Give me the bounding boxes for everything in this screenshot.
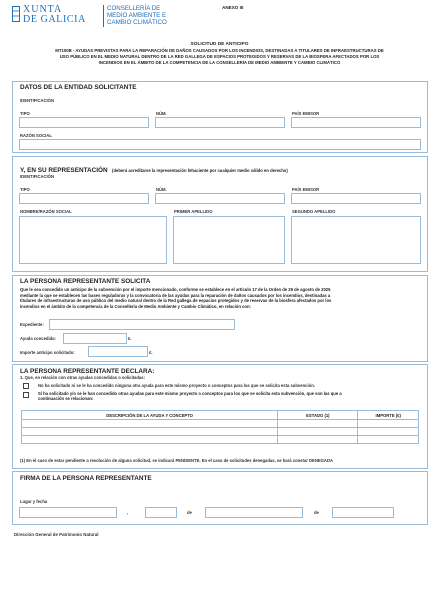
representation-heading-row — [20, 159, 288, 177]
granted-currency: €. — [128, 336, 132, 341]
rep-type-input[interactable] — [19, 193, 149, 204]
signature-heading: FIRMA DE LA PERSONA REPRESENTANTE — [20, 475, 152, 482]
doc-title: SOLICITUD DE ANTICIPO — [190, 42, 249, 47]
business-name-label: RAZÓN SOCIAL — [20, 133, 52, 138]
option-other-aid-checkbox[interactable] — [23, 392, 29, 398]
subtitle-line3: INCENDIOS EN EL ÁMBITO DE LA COMPETENCIA DE LA CONSELLERÍA DE MEDIO AMBIENTE Y CAMBIO CLIMÁTICO — [98, 60, 341, 65]
entity-num-input[interactable] — [155, 117, 285, 128]
galicia-shield-icon — [12, 6, 20, 22]
advance-input[interactable] — [88, 346, 148, 357]
day-input[interactable] — [145, 507, 177, 518]
rep-num-label: NÚM. — [156, 187, 167, 192]
status-cell[interactable] — [278, 436, 358, 444]
status-cell[interactable] — [278, 420, 358, 428]
table-row — [22, 420, 419, 428]
rep-surname2-input[interactable] — [291, 216, 421, 264]
rep-country-input[interactable] — [291, 193, 421, 204]
description-cell[interactable] — [22, 436, 278, 444]
advance-currency: €. — [149, 350, 153, 355]
rep-num-input[interactable] — [155, 193, 285, 204]
col-amount-header: IMPORTE (€) — [358, 411, 419, 420]
representation-heading: Y, EN SU REPRESENTACIÓN — [20, 167, 108, 174]
description-cell[interactable] — [22, 428, 278, 436]
year-input[interactable] — [332, 507, 394, 518]
entity-num-label: NÚM. — [156, 111, 167, 116]
xunta-logo — [12, 4, 104, 26]
rep-type-label: TIPO — [20, 187, 30, 192]
de-label-2: de — [314, 510, 319, 515]
request-text-line1: Que le sea concedido un anticipo de la subvención por el importe mencionado, conforme se establece en el artículo 17 de la Orden de 29 de agosto de 2025 — [20, 287, 331, 292]
rep-name-input[interactable] — [19, 216, 167, 264]
advance-label: Importe anticipo solicitado: — [20, 350, 75, 355]
entity-type-input[interactable] — [19, 117, 149, 128]
declaration-heading: LA PERSONA REPRESENTANTE DECLARA: — [20, 368, 155, 375]
place-input[interactable] — [19, 507, 117, 518]
col-status-header: ESTADO (1) — [278, 411, 358, 420]
dept-line3: CAMBIO CLIMÁTICO — [107, 19, 167, 26]
option-no-aid-checkbox[interactable] — [23, 383, 29, 389]
declaration-item1: 1. Que, en relación con otras ayudas concedidas o solicitadas: — [20, 375, 145, 380]
entity-type-label: TIPO — [20, 111, 30, 116]
place-date-label: Lugar y fecha — [20, 499, 48, 504]
entity-country-input[interactable] — [291, 117, 421, 128]
granted-label: Ayuda concedida: — [20, 336, 56, 341]
rep-surname2-label: SEGUNDO APELLIDO — [292, 209, 336, 214]
option-other-aid-text — [38, 391, 342, 401]
option-other-aid-line1: Sí ha solicitado y/o se le han concedido otras ayudas para este mismo proyecto o conceptos para los que se solicita esta subvención, que son las que a — [38, 391, 342, 396]
place-comma: , — [127, 510, 129, 515]
amount-cell[interactable] — [358, 428, 419, 436]
status-cell[interactable] — [278, 428, 358, 436]
month-input[interactable] — [205, 507, 303, 518]
file-input[interactable] — [49, 319, 235, 330]
table-row — [22, 428, 419, 436]
org-name-line2: DE GALICIA — [23, 14, 86, 25]
annex-label: ANEXO III — [222, 5, 244, 10]
request-text — [20, 287, 422, 309]
col-description-header: DESCRIPCIÓN DE LA AYUDA Y CONCEPTO — [22, 411, 278, 420]
rep-country-label: PAÍS EMISOR — [292, 187, 320, 192]
granted-input[interactable] — [63, 333, 127, 344]
entity-identification-label: IDENTIFICACIÓN — [20, 98, 54, 103]
logo-divider — [103, 5, 104, 27]
table-row — [22, 436, 419, 444]
request-heading: LA PERSONA REPRESENTANTE SOLICITA — [20, 278, 151, 285]
subtitle-line1: MT100B - AYUDAS PREVISTAS PARA LA REPARACIÓN DE DAÑOS CAUSADOS POR LOS INCENDIOS, DESTINADAS A TITULARES DE INFRAESTRUCTURAS DE — [55, 48, 384, 53]
footer-directorate: Dirección General de Patrimonio Natural — [14, 532, 99, 537]
business-name-input[interactable] — [19, 139, 421, 150]
entity-heading: DATOS DE LA ENTIDAD SOLICITANTE — [20, 84, 137, 91]
representation-note: (deberá acreditarse la representación fehaciente por cualquier medio válido en derecho) — [112, 168, 288, 173]
declaration-footnote: (1) En el caso de estar pendiente a resolución de alguna solicitud, se indicará PENDIENTE. En el caso de solicitudes denegadas, se hará constar DENEGADA — [20, 458, 333, 463]
dept-line2: MEDIO AMBIENTE E — [107, 12, 167, 19]
amount-cell[interactable] — [358, 436, 419, 444]
description-cell[interactable] — [22, 420, 278, 428]
request-text-line3: titulares de infraestructuras de uso público del medio natural dentro de la Red gallega de espacios protegidos y de reservas de la biosfera afectados por los — [20, 298, 332, 304]
entity-country-label: PAÍS EMISOR — [292, 111, 320, 116]
dept-line1: CONSELLERÍA DE — [107, 5, 161, 12]
rep-surname1-input[interactable] — [173, 216, 285, 264]
request-text-line2: mediante la que se establecen las bases reguladoras y la convocatoria de las ayudas para la reparación de daños causados por los incendios, destinadas a — [20, 292, 331, 298]
rep-identification-label: IDENTIFICACIÓN — [20, 174, 54, 179]
de-label-1: de — [187, 510, 192, 515]
subtitle-line2: USO PÚBLICO EN EL MEDIO NATURAL DENTRO DE LA RED GALLEGA DE ESPACIOS PROTEGIDOS Y RESERVAS DE LA BIOSFERA AFECTADOS POR LOS — [59, 54, 380, 59]
rep-surname1-label: PRIMER APELLIDO — [174, 209, 213, 214]
amount-cell[interactable] — [358, 420, 419, 428]
option-other-aid-line2: continuación se relacionan: — [38, 396, 94, 401]
request-text-line4: incendios en el ámbito de la competencia de la Consellería de Medio Ambiente y Cambio Climático, en relación con: — [20, 303, 251, 309]
file-label: Expediente: — [20, 322, 44, 327]
other-aid-table — [21, 410, 419, 444]
doc-subtitle — [10, 48, 429, 66]
dept-name — [107, 5, 167, 26]
rep-name-label: NOMBRE/RAZÓN SOCIAL — [20, 209, 72, 214]
option-no-aid-text: No ha solicitado ni se le ha concedido ninguna otra ayuda para este mismo proyecto o conceptos para los que se solicita esta subvención. — [38, 383, 315, 388]
org-name-line1: XUNTA — [23, 4, 63, 15]
other-aid-header-row — [22, 411, 419, 420]
